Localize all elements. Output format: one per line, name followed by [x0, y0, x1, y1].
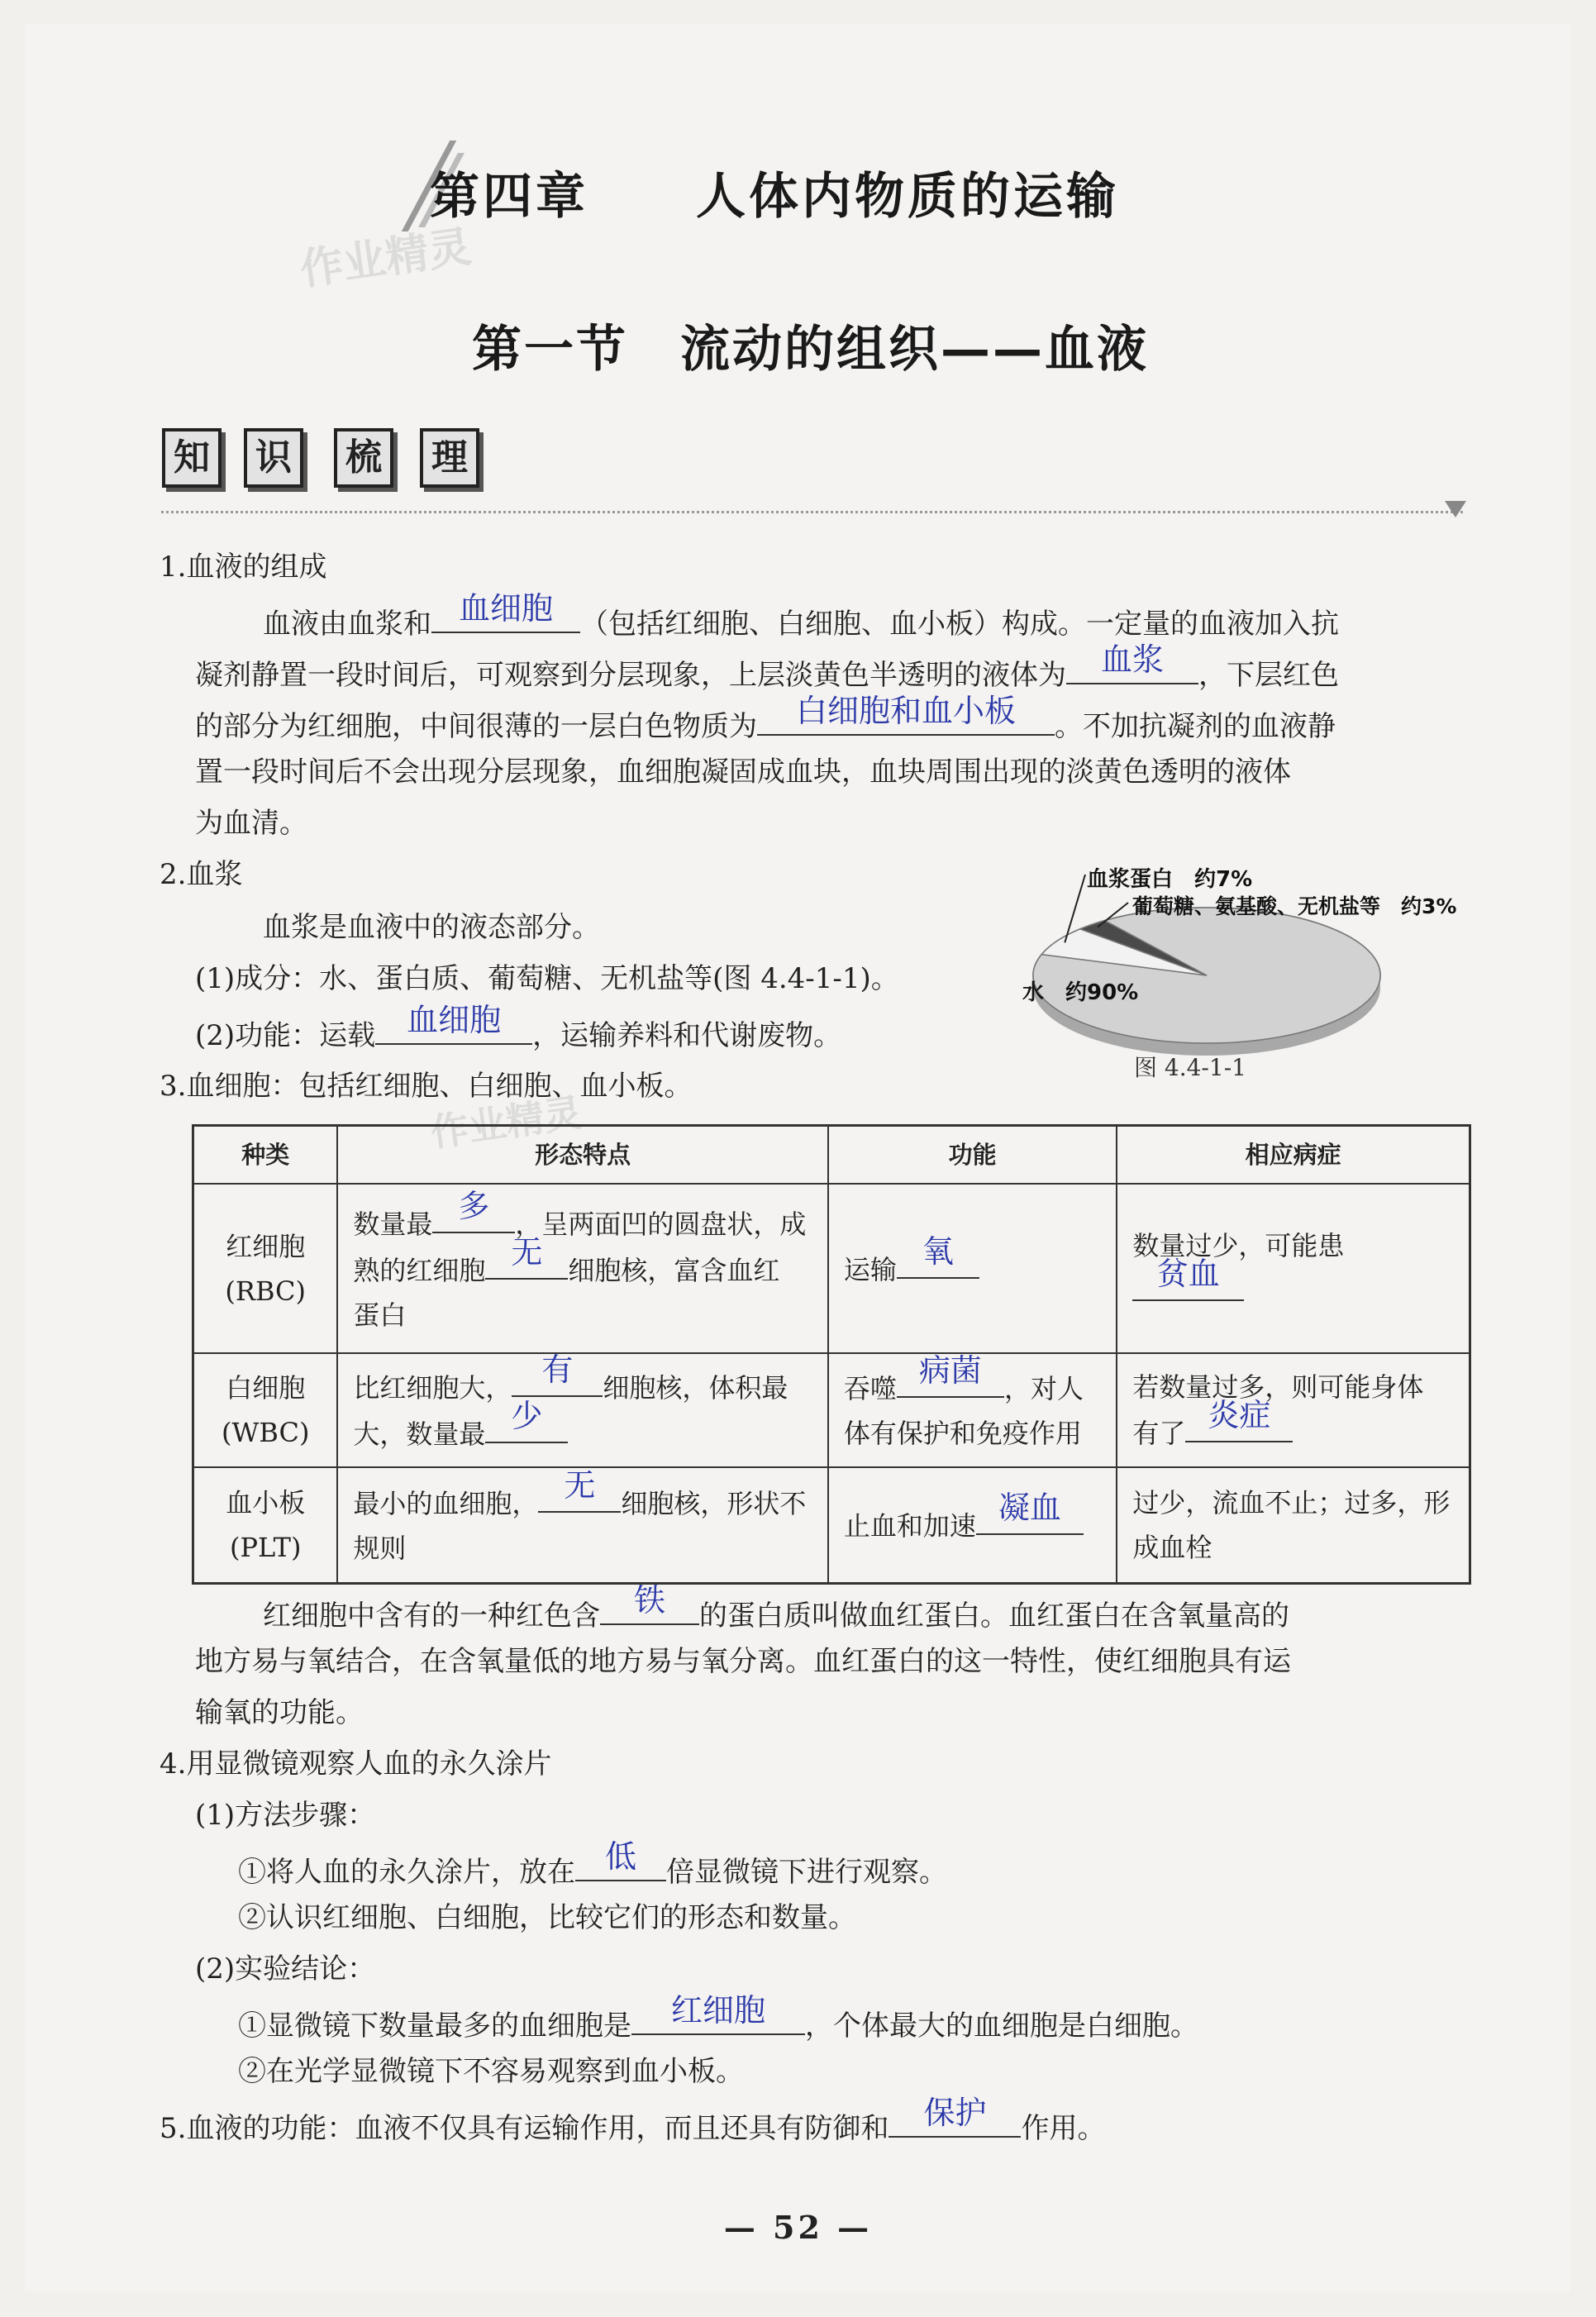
answer-blank[interactable]: 氧: [897, 1246, 979, 1279]
answer-blank[interactable]: 多: [432, 1200, 515, 1233]
answer-blank[interactable]: 少: [485, 1410, 568, 1443]
paragraph-line: 凝剂静置一段时间后，可观察到分层现象，上层淡黄色半透明的液体为 血浆 ，下层红色: [195, 641, 1339, 692]
heading-plasma: 2.血浆: [160, 858, 243, 891]
paragraph-line: ①显微镜下数量最多的血细胞是 红细胞 ，个体最大的血细胞是白细胞。: [238, 1992, 1198, 2043]
cell-morphology: 数量最 多 ，呈两面凹的圆盘状，成 熟的红细胞 无 细胞核，富含血红 蛋白: [337, 1184, 828, 1353]
cell-type: 红细胞 (RBC): [193, 1184, 338, 1353]
blood-cell-table: [192, 1124, 1471, 1585]
paragraph-line: 为血清。: [195, 807, 307, 840]
answer-blank[interactable]: 血浆: [1066, 650, 1198, 684]
col-header: 种类: [193, 1126, 338, 1185]
table-row: [193, 1353, 1470, 1467]
pie-label-protein: 血浆蛋白 约7%: [1087, 867, 1253, 892]
heading-blood-composition: 1.血液的组成: [160, 551, 327, 584]
table-row: [193, 1184, 1470, 1353]
figure-caption: 图 4.4-1-1: [1134, 1054, 1246, 1081]
answer-blank[interactable]: 炎症: [1185, 1409, 1293, 1442]
pie-label-water: 水 约90%: [1022, 980, 1139, 1005]
divider-arrow-icon: [1445, 501, 1466, 517]
cell-morphology: 最小的血细胞， 无 细胞核，形状不 规则: [337, 1467, 828, 1583]
chapter-title: 人体内物质的运输: [696, 168, 1119, 226]
paragraph-line: 地方易与氧结合，在含氧量低的地方易与氧分离。血红蛋白的这一特性，使红细胞具有运: [195, 1645, 1291, 1678]
chapter-number: 第四章: [430, 168, 588, 226]
col-header: 功能: [828, 1126, 1117, 1185]
watermark: 作业精灵: [297, 222, 474, 296]
paragraph-line: 5.血液的功能：血液不仅具有运输作用，而且还具有防御和 保护 作用。: [160, 2095, 1106, 2145]
answer-blank[interactable]: 贫血: [1132, 1268, 1244, 1301]
col-header: 相应病症: [1117, 1126, 1470, 1185]
cell-type: 白细胞 (WBC): [193, 1353, 338, 1467]
cell-disease: 过少，流血不止；过多，形 成血栓: [1117, 1467, 1470, 1583]
cell-function: 止血和加速 凝血: [828, 1467, 1117, 1583]
knowledge-box-char: 知: [162, 428, 222, 488]
heading-blood-cells: 3.血细胞：包括红细胞、白细胞、血小板。: [160, 1070, 693, 1103]
table-header-row: [193, 1126, 1470, 1185]
paragraph-line: (1)成分：水、蛋白质、葡萄糖、无机盐等(图 4.4-1-1)。: [195, 962, 899, 995]
col-header: 形态特点: [337, 1126, 828, 1185]
answer-blank[interactable]: 病菌: [897, 1365, 1004, 1398]
paragraph-line: ①将人血的永久涂片，放在 低 倍显微镜下进行观察。: [238, 1838, 947, 1889]
paragraph-line: 血液由血浆和 血细胞 （包括红细胞、白细胞、血小板）构成。一定量的血液加入抗: [263, 590, 1339, 641]
page-number: — 52 —: [723, 2209, 873, 2246]
paragraph-line: (1)方法步骤：: [195, 1799, 376, 1832]
knowledge-box-char: 梳: [334, 428, 393, 488]
answer-blank[interactable]: 低: [575, 1847, 666, 1881]
answer-blank[interactable]: 凝血: [976, 1502, 1084, 1535]
knowledge-box-char: 识: [244, 428, 303, 488]
paragraph-line: ②在光学显微镜下不容易观察到血小板。: [238, 2055, 744, 2088]
answer-blank[interactable]: 红细胞: [631, 2000, 805, 2035]
cell-disease: 数量过少，可能患 贫血: [1117, 1184, 1470, 1353]
cell-morphology: 比红细胞大， 有 细胞核，体积最 大，数量最 少: [337, 1353, 828, 1467]
chapter-heading: [430, 157, 1119, 228]
answer-blank[interactable]: 无: [485, 1247, 568, 1280]
answer-blank[interactable]: 无: [538, 1480, 621, 1513]
paragraph-line: 输氧的功能。: [195, 1696, 364, 1729]
watermark: 作业精灵: [427, 1089, 585, 1156]
pie-label-others: 葡萄糖、氨基酸、无机盐等 约3%: [1132, 894, 1457, 918]
divider: [161, 511, 1463, 513]
heading-microscope: 4.用显微镜观察人血的永久涂片: [160, 1747, 552, 1781]
knowledge-box-char: 理: [420, 428, 479, 488]
cell-function: 运输 氧: [828, 1184, 1117, 1353]
paragraph-line: 的部分为红细胞，中间很薄的一层白色物质为 白细胞和血小板 。不加抗凝剂的血液静: [195, 693, 1336, 743]
paragraph-line: (2)实验结论：: [195, 1952, 376, 1986]
cell-function: 吞噬 病菌 ，对人 体有保护和免疫作用: [828, 1353, 1117, 1467]
answer-blank[interactable]: 血细胞: [375, 1010, 532, 1045]
answer-blank[interactable]: 铁: [600, 1590, 699, 1625]
answer-blank[interactable]: 保护: [889, 2103, 1021, 2138]
answer-blank[interactable]: 有: [512, 1364, 603, 1397]
paragraph-line: 置一段时间后不会出现分层现象，血细胞凝固成血块，血块周围出现的淡黄色透明的液体: [195, 756, 1291, 789]
answer-blank[interactable]: 血细胞: [431, 598, 580, 633]
section-title: 第一节 流动的组织——血液: [472, 321, 1149, 379]
paragraph-line: 血浆是血液中的液态部分。: [263, 911, 600, 944]
answer-blank[interactable]: 白细胞和血小板: [757, 701, 1055, 736]
cell-disease: 若数量过多，则可能身体 有了 炎症: [1117, 1353, 1470, 1467]
paragraph-line: (2)功能：运载 血细胞 ，运输养料和代谢废物。: [195, 1002, 842, 1052]
cell-type: 血小板 (PLT): [193, 1467, 338, 1583]
table-row: [193, 1467, 1470, 1583]
paragraph-line: 红细胞中含有的一种红色含 铁 的蛋白质叫做血红蛋白。血红蛋白在含氧量高的: [263, 1582, 1289, 1633]
paragraph-line: ②认识红细胞、白细胞，比较它们的形态和数量。: [238, 1901, 856, 1934]
